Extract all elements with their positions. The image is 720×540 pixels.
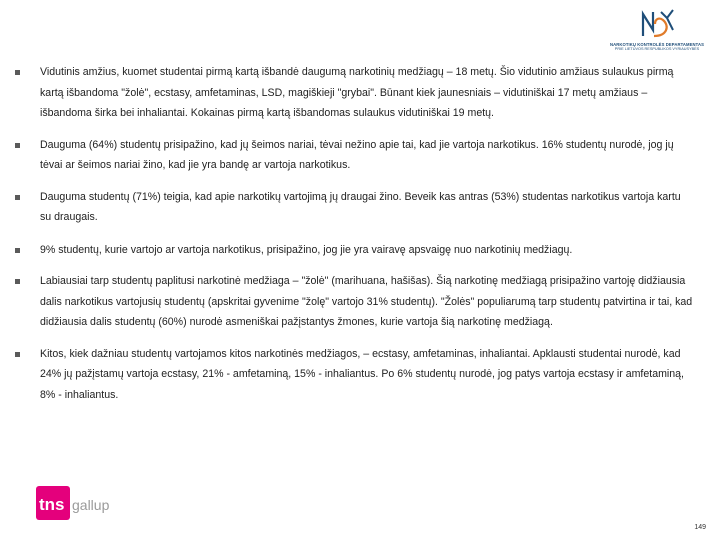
findings-list [14, 62, 694, 405]
list-item [14, 62, 694, 124]
bullet-text: Vidutinis amžius, kuomet studentai pirmą kartą išbandė daugumą narkotinių medžiagų – 18 metų. Šio vidutinio amžiaus sulaukus pirmą kartą išbandoma "žolė", ecstasy, amfetaminas, LSD, magiškieji "grybai". Būnant kiek jaunesniais – vidutiniškai 17 metų amžiaus – išbandoma širka bei inhaliantai. Kokainas pirmą kartą išbandomas sulaukus vidutiniškai 19 metų. [40, 66, 674, 119]
org-name-line2: PRIE LIETUVOS RESPUBLIKOS VYRIAUSYBĖS [614, 47, 700, 51]
list-item [14, 271, 694, 333]
bullet-text: Dauguma (64%) studentų prisipažino, kad jų šeimos nariai, tėvai nežino apie tai, kad jie vartoja narkotikus. 16% studentų nurodė, jog jų tėvai ar šeimos nariai žino, kad jie yra bandę ar vartoja narkotikus. [40, 138, 674, 171]
bullet-text: Kitos, kiek dažniau studentų vartojamos kitos narkotinės medžiagos, – ecstasy, amfetaminas, inhaliantai. Apklausti studentai nurodė, kad 24% jų pažįstamų vartoja ecstasy, 21% - amfetaminą, 15% - inhaliantus. Po 6% studentų nurodė, jog patys vartoja ecstasy ir amfetaminą, 8% - inhaliantus. [40, 347, 684, 401]
page-number: 149 [694, 524, 706, 531]
tns-gallup-logo [36, 482, 136, 526]
bullet-square-icon [15, 248, 20, 253]
org-name-line1: NARKOTIKŲ KONTROLĖS DEPARTAMENTAS [609, 42, 705, 47]
bullet-square-icon [15, 143, 20, 148]
bullet-square-icon [15, 352, 20, 357]
tns-logo-text: tns [39, 495, 65, 514]
gallup-logo-text: gallup [72, 497, 110, 513]
bullet-square-icon [15, 279, 20, 284]
list-item [14, 135, 694, 176]
list-item [14, 344, 694, 406]
bullet-text: Dauguma studentų (71%) teigia, kad apie narkotikų vartojimą jų draugai žino. Beveik kas antras (53%) studentas narkotikus vartoja kartu su draugais. [40, 190, 681, 223]
bullet-text: 9% studentų, kurie vartojo ar vartoja narkotikus, prisipažino, jog jie yra vairavę apsvaigę nuo narkotinių medžiagų. [40, 243, 573, 256]
ndk-logo [602, 6, 712, 68]
ndk-emblem-icon [637, 6, 677, 42]
bullet-text: Labiausiai tarp studentų paplitusi narkotinė medžiaga – "žolė" (marihuana, hašišas). Šią narkotinę medžiagą prisipažino vartoję didžiausia dalis narkotikus vartojusių studentų (apskritai gyvenime "žolę" vartojo 31% studentų). "Žolės" populiarumą tarp studentų patvirtina ir tai, kad didžiausia dalis studentų (60%) nurodė asmeniškai pažįstantys žmones, kurie vartoja šią narkotinę medžiagą. [40, 275, 693, 328]
bullet-square-icon [15, 70, 20, 75]
bullet-square-icon [15, 195, 20, 200]
list-item [14, 187, 694, 228]
list-item [14, 240, 694, 261]
